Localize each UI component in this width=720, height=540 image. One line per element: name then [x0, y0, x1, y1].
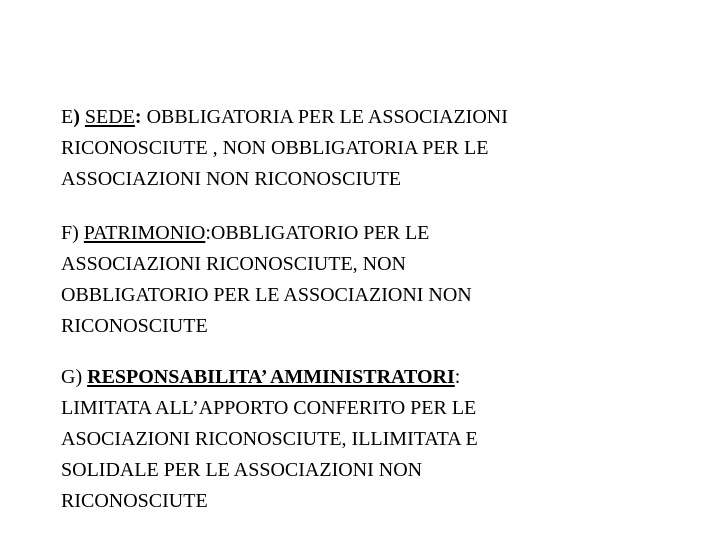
item-term-responsabilita: RESPONSABILITA’ AMMINISTRATORI [87, 366, 455, 388]
item-letter: F [61, 222, 73, 244]
item-text-line: OBBLIGATORIO PER LE ASSOCIAZIONI NON [61, 284, 472, 306]
item-text-line: OBBLIGATORIA PER LE ASSOCIAZIONI [146, 106, 508, 128]
item-text-line: ASOCIAZIONI RICONOSCIUTE, ILLIMITATA E [61, 428, 478, 450]
item-text-line: ASSOCIAZIONI NON RICONOSCIUTE [61, 168, 401, 190]
item-text-line: SOLIDALE PER LE ASSOCIAZIONI NON [61, 459, 423, 481]
item-paren: ) [75, 366, 88, 388]
item-text-line: RICONOSCIUTE [61, 315, 208, 337]
item-letter: G [61, 366, 76, 388]
item-sede [61, 102, 701, 195]
item-letter: E [61, 106, 74, 128]
item-paren: ) [72, 222, 84, 244]
item-patrimonio [61, 218, 701, 342]
item-paren: ) [73, 106, 85, 128]
item-responsabilita [61, 362, 701, 517]
item-term-patrimonio: PATRIMONIO [83, 222, 206, 244]
item-colon: : [454, 366, 461, 388]
item-text-line: ASSOCIAZIONI RICONOSCIUTE, NON [61, 253, 406, 275]
item-text-line: RICONOSCIUTE , NON OBBLIGATORIA PER LE [61, 137, 489, 159]
item-text-line: OBBLIGATORIO PER LE [210, 222, 430, 244]
item-text-line: RICONOSCIUTE [61, 490, 208, 512]
item-term-sede: SEDE [84, 106, 135, 128]
item-text-line: LIMITATA ALL’APPORTO CONFERITO PER LE [61, 397, 477, 419]
item-colon: : [205, 222, 211, 244]
item-colon: : [134, 106, 147, 128]
